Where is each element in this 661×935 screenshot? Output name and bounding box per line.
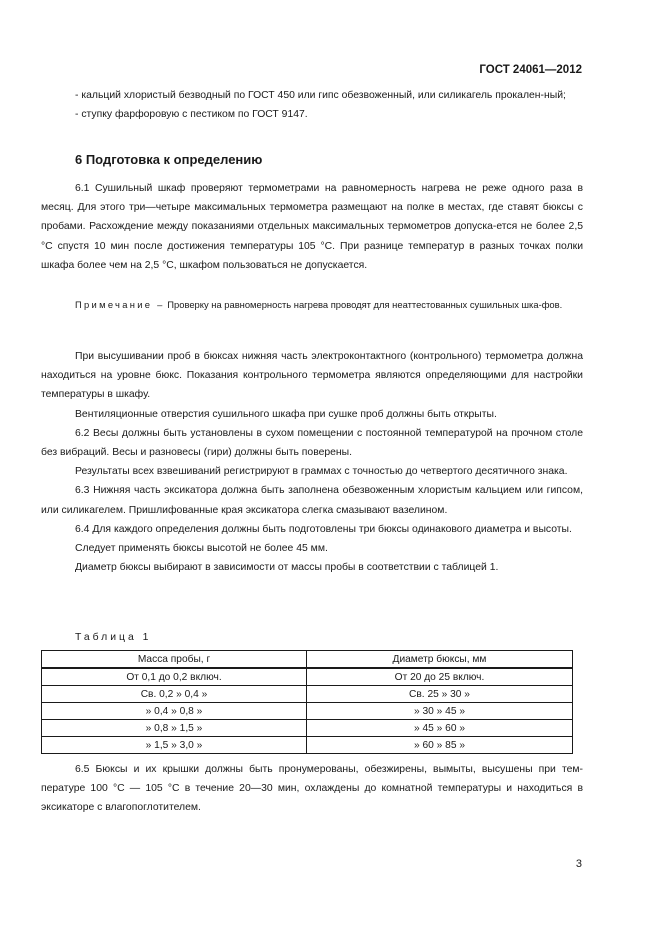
section-6-title: 6 Подготовка к определению [75, 152, 263, 167]
intro-line-1: - кальций хлористый безводный по ГОСТ 450 или гипс обезвоженный, или силикагель прокален-ный; [75, 90, 566, 101]
table-1 [41, 650, 573, 754]
table-cell-diameter: Св. 25 » 30 » [307, 686, 573, 703]
intro-list [41, 86, 583, 124]
table-row [42, 668, 573, 686]
table-cell-diameter: » 45 » 60 » [307, 720, 573, 737]
note-block [41, 295, 583, 315]
table-row [42, 686, 573, 703]
table-cell-mass: От 0,1 до 0,2 включ. [42, 668, 307, 686]
paragraph-results: Результаты всех взвешиваний регистрируют в граммах с точностью до четвертого десятичного знака. [75, 466, 568, 478]
table-header-diameter: Диаметр бюксы, мм [307, 651, 573, 669]
paragraph-6-3: 6.3 Нижняя часть эксикатора должна быть заполнена обезвоженным хлористым кальцием или гипсом, или силикагелем. Пришлифованные края эксикатора слегка смазывают вазелином. [41, 485, 583, 516]
paragraph-diameter: Диаметр бюксы выбирают в зависимости от массы пробы в соответствии с таблицей 1. [75, 562, 499, 574]
document-id: ГОСТ 24061—2012 [479, 64, 582, 76]
section-6-5 [41, 760, 583, 818]
table-cell-mass: » 0,8 » 1,5 » [42, 720, 307, 737]
paragraph-6-4: 6.4 Для каждого определения должны быть подготовлены три бюксы одинакового диаметра и высоты. [75, 523, 572, 535]
paragraph-6-5: 6.5 Бюксы и их крышки должны быть пронумерованы, обезжирены, вымыты, высушены при тем-пературе 100 °С — 105 °С в течение 20—30 мин, охлаждены до комнатной температуры и находиться в эксикаторе с влагопоглотителем. [41, 764, 583, 814]
intro-line-2: - ступку фарфоровую с пестиком по ГОСТ 9147. [75, 109, 308, 121]
paragraph-drying: При высушивании проб в бюксах нижняя часть электроконтактного (контрольного) термометра должна находиться на уровне бюкс. Показания контрольного термометра являются определяющими для настройки температуры в шкафу. [41, 351, 583, 401]
table-cell-diameter: От 20 до 25 включ. [307, 668, 573, 686]
paragraph-6-2: 6.2 Весы должны быть установлены в сухом помещении с постоянной температурой на прочном столе без вибраций. Весы и разновесы (гири) должны быть поверены. [41, 427, 583, 459]
table-cell-diameter: » 60 » 85 » [307, 737, 573, 754]
table-header-row [42, 651, 573, 669]
paragraph-6-1: 6.1 Сушильный шкаф проверяют термометрами на равномерность нагрева не реже одного раза в месяц. Для этого три—четыре максимальных термометра размещают на полке в местах, где ставят бюксы с пробами. Расхождение между показаниями отдельных максимальных термометров допуска-ется не более 2,5 °С спустя 10 мин после достижения температуры 105 °С. При разнице температур в разных точках полки шкафа более чем на 2,5 °С, шкафом пользоваться не допускается. [41, 183, 583, 271]
table-cell-mass: » 1,5 » 3,0 » [42, 737, 307, 754]
note-text: Проверку на равномерность нагрева проводят для неаттестованных сушильных шка-фов. [167, 299, 563, 310]
table-row [42, 737, 573, 754]
table-row [42, 720, 573, 737]
page-number: 3 [575, 858, 582, 870]
section-6-1 [41, 179, 583, 275]
table-header-mass: Масса пробы, г [42, 651, 307, 669]
table-cell-mass: » 0,4 » 0,8 » [42, 703, 307, 720]
paragraph-height: Следует применять бюксы высотой не более 45 мм. [75, 543, 328, 555]
table-cell-diameter: » 30 » 45 » [307, 703, 573, 720]
section-6-body [41, 347, 583, 577]
table-row [42, 703, 573, 720]
table-cell-mass: Св. 0,2 » 0,4 » [42, 686, 307, 703]
table-caption: Таблица 1 [75, 632, 152, 643]
paragraph-ventilation: Вентиляционные отверстия сушильного шкафа при сушке проб должны быть открыты. [75, 408, 497, 420]
note-label: Примечание – [75, 299, 165, 310]
